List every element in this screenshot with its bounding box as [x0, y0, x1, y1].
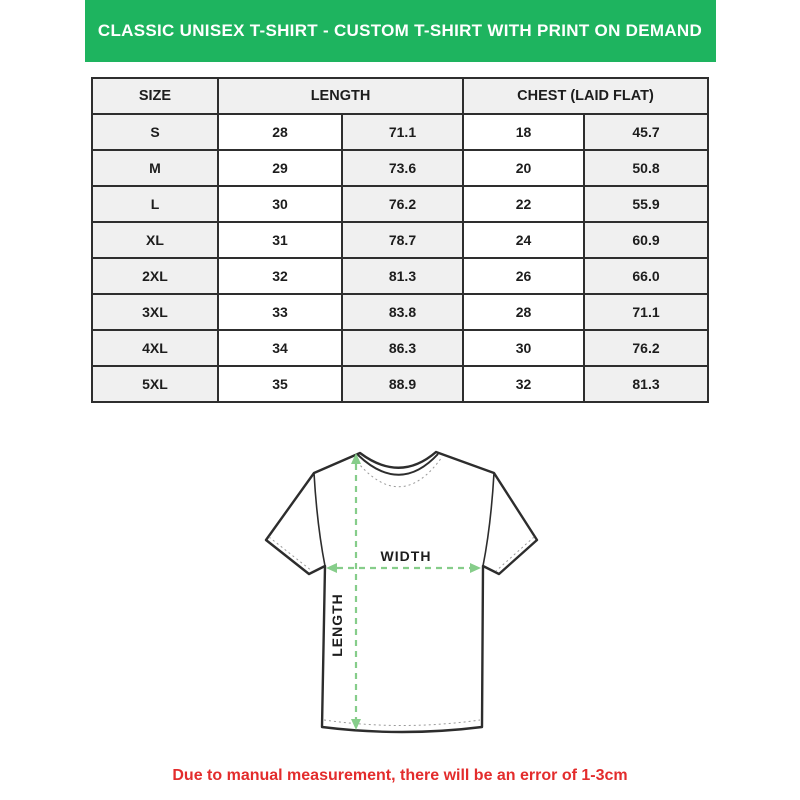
- tshirt-body-outline: [266, 452, 537, 732]
- col-header-length: LENGTH: [218, 78, 463, 114]
- length-cm-cell: 88.9: [342, 366, 463, 402]
- length-in-cell: 32: [218, 258, 342, 294]
- size-cell: 3XL: [92, 294, 218, 330]
- tshirt-outline-svg: [254, 445, 546, 741]
- table-row: [92, 150, 708, 186]
- length-cm-cell: 83.8: [342, 294, 463, 330]
- chest-in-cell: 28: [463, 294, 584, 330]
- length-in-cell: 33: [218, 294, 342, 330]
- title-banner: [85, 0, 716, 62]
- chest-in-cell: 32: [463, 366, 584, 402]
- length-in-cell: 31: [218, 222, 342, 258]
- length-label: LENGTH: [329, 593, 345, 657]
- length-in-cell: 35: [218, 366, 342, 402]
- chest-in-cell: 22: [463, 186, 584, 222]
- length-cm-cell: 78.7: [342, 222, 463, 258]
- chest-cm-cell: 76.2: [584, 330, 708, 366]
- length-cm-cell: 86.3: [342, 330, 463, 366]
- col-header-chest: CHEST (LAID FLAT): [463, 78, 708, 114]
- size-table-container: [91, 77, 709, 403]
- length-cm-cell: 81.3: [342, 258, 463, 294]
- length-in-cell: 34: [218, 330, 342, 366]
- table-row: [92, 222, 708, 258]
- length-cm-cell: 73.6: [342, 150, 463, 186]
- chest-cm-cell: 55.9: [584, 186, 708, 222]
- length-in-cell: 28: [218, 114, 342, 150]
- col-header-size: SIZE: [92, 78, 218, 114]
- size-cell: L: [92, 186, 218, 222]
- chest-in-cell: 24: [463, 222, 584, 258]
- table-row: [92, 186, 708, 222]
- chest-cm-cell: 50.8: [584, 150, 708, 186]
- length-in-cell: 30: [218, 186, 342, 222]
- chest-in-cell: 20: [463, 150, 584, 186]
- chest-cm-cell: 81.3: [584, 366, 708, 402]
- size-cell: M: [92, 150, 218, 186]
- chest-in-cell: 18: [463, 114, 584, 150]
- chest-cm-cell: 60.9: [584, 222, 708, 258]
- chest-in-cell: 26: [463, 258, 584, 294]
- size-cell: XL: [92, 222, 218, 258]
- size-cell: 5XL: [92, 366, 218, 402]
- size-cell: 2XL: [92, 258, 218, 294]
- tshirt-diagram: [254, 445, 546, 741]
- chest-cm-cell: 45.7: [584, 114, 708, 150]
- page-title: CLASSIC UNISEX T-SHIRT - CUSTOM T-SHIRT WITH PRINT ON DEMAND: [97, 21, 703, 40]
- size-cell: S: [92, 114, 218, 150]
- chest-cm-cell: 71.1: [584, 294, 708, 330]
- chest-in-cell: 30: [463, 330, 584, 366]
- table-row: [92, 258, 708, 294]
- length-cm-cell: 71.1: [342, 114, 463, 150]
- width-label: WIDTH: [380, 548, 432, 564]
- table-row: [92, 366, 708, 402]
- measurement-note: Due to manual measurement, there will be an error of 1-3cm: [172, 767, 628, 784]
- table-row: [92, 114, 708, 150]
- size-table: [91, 77, 709, 403]
- table-row: [92, 294, 708, 330]
- chest-cm-cell: 66.0: [584, 258, 708, 294]
- table-row: [92, 330, 708, 366]
- size-cell: 4XL: [92, 330, 218, 366]
- length-in-cell: 29: [218, 150, 342, 186]
- length-cm-cell: 76.2: [342, 186, 463, 222]
- header-row: [92, 78, 708, 114]
